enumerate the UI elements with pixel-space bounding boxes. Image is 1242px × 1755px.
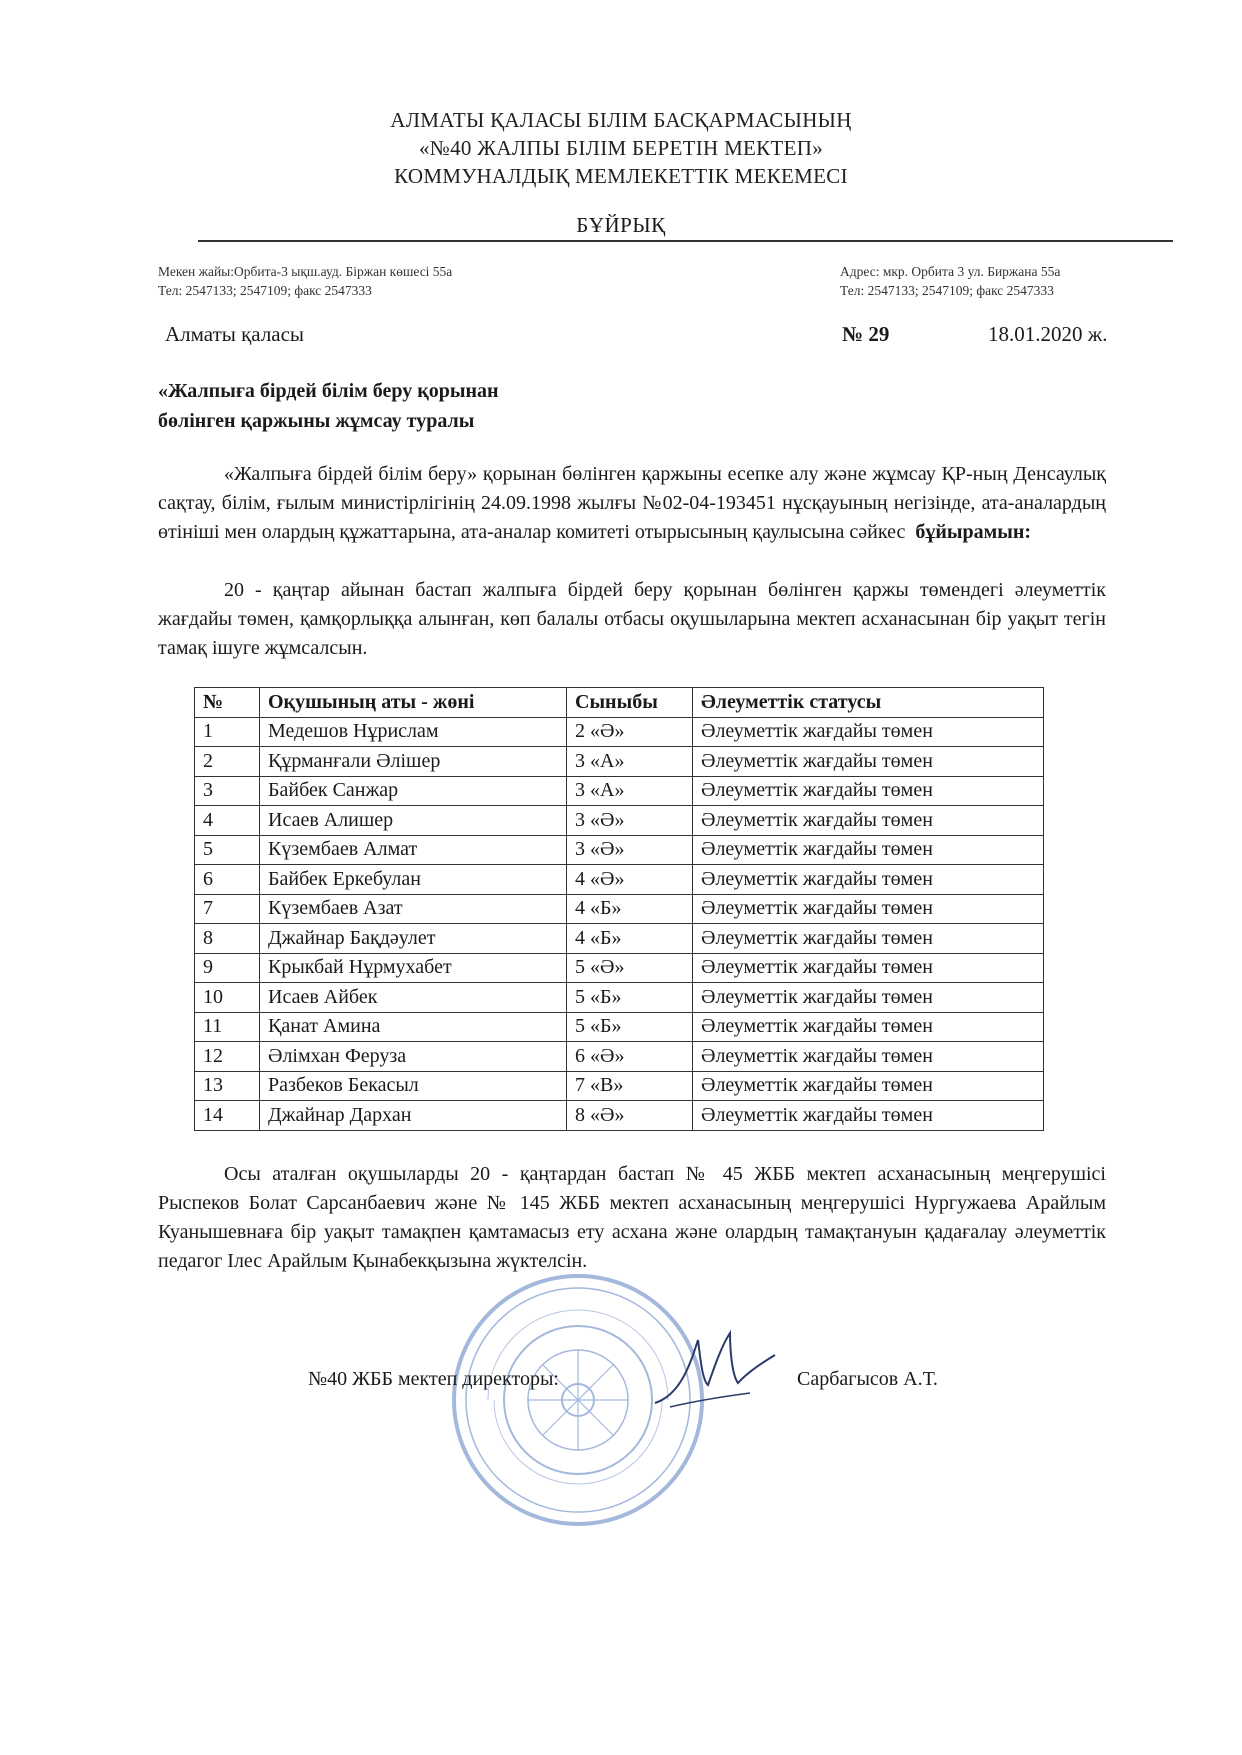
cell-status: Әлеуметтік жағдайы төмен	[693, 747, 1044, 777]
cell-student-name: Исаев Алишер	[260, 806, 567, 836]
table-row	[195, 924, 1044, 954]
cell-number: 6	[195, 865, 260, 895]
cell-number: 7	[195, 894, 260, 924]
cell-student-name: Джайнар Дархан	[260, 1101, 567, 1131]
column-header-class: Сыныбы	[567, 688, 693, 718]
table-row	[195, 717, 1044, 747]
header-divider	[198, 240, 1173, 242]
table-row	[195, 1101, 1044, 1131]
cell-status: Әлеуметтік жағдайы төмен	[693, 983, 1044, 1013]
org-header-line3: КОММУНАЛДЫҚ МЕМЛЕКЕТТІК МЕКЕМЕСІ	[394, 164, 848, 188]
cell-status: Әлеуметтік жағдайы төмен	[693, 894, 1044, 924]
cell-status: Әлеуметтік жағдайы төмен	[693, 1101, 1044, 1131]
cell-number: 8	[195, 924, 260, 954]
cell-student-name: Крыкбай Нұрмухабет	[260, 953, 567, 983]
subject-line2: бөлінген қаржыны жұмсау туралы	[158, 410, 475, 432]
signatory-name: Сарбагысов А.Т.	[797, 1368, 938, 1390]
students-table	[194, 687, 1044, 1131]
document-subject	[158, 376, 499, 436]
cell-class: 4 «Ә»	[567, 865, 693, 895]
paragraph-basis	[158, 460, 1106, 547]
table-row	[195, 806, 1044, 836]
cell-student-name: Разбеков Бекасыл	[260, 1071, 567, 1101]
table-row	[195, 1012, 1044, 1042]
table-row	[195, 835, 1044, 865]
column-header-status: Әлеуметтік статусы	[693, 688, 1044, 718]
org-header-line1: АЛМАТЫ ҚАЛАСЫ БІЛІМ БАСҚАРМАСЫНЫҢ	[390, 108, 852, 132]
cell-status: Әлеуметтік жағдайы төмен	[693, 924, 1044, 954]
cell-number: 9	[195, 953, 260, 983]
paragraph-assignment: Осы аталған оқушыларды 20 - қаңтардан бастап № 45 ЖББ мектеп асханасының меңгерушісі Рыспеков Болат Сарсанбаевич және № 145 ЖББ мектеп асханасының меңгерушісі Нургужаева Арайлым Куанышевнаға бір уақыт тамақпен қамтамасыз ету асхана және олардың тамақтануын қадағалау әлеуметтік педагог Ілес Арайлым Қынабекқызына жүктелсін.	[158, 1163, 1106, 1272]
cell-number: 12	[195, 1042, 260, 1072]
address-russian-line1: Адрес: мкр. Орбита 3 ул. Биржана 55а	[840, 264, 1061, 279]
cell-student-name: Күзембаев Алмат	[260, 835, 567, 865]
subject-line1: «Жалпыға бірдей білім беру қорынан	[158, 380, 499, 402]
cell-number: 1	[195, 717, 260, 747]
cell-class: 7 «В»	[567, 1071, 693, 1101]
cell-student-name: Медешов Нұрислам	[260, 717, 567, 747]
cell-status: Әлеуметтік жағдайы төмен	[693, 1012, 1044, 1042]
document-city: Алматы қаласы	[165, 322, 305, 346]
cell-class: 5 «Б»	[567, 983, 693, 1013]
cell-status: Әлеуметтік жағдайы төмен	[693, 776, 1044, 806]
cell-number: 10	[195, 983, 260, 1013]
order-keyword: бұйырамын:	[915, 521, 1032, 543]
cell-class: 3 «А»	[567, 747, 693, 777]
cell-student-name: Джайнар Бақдәулет	[260, 924, 567, 954]
cell-student-name: Әлімхан Феруза	[260, 1042, 567, 1072]
cell-status: Әлеуметтік жағдайы төмен	[693, 717, 1044, 747]
signatory-role: №40 ЖББ мектеп директоры:	[308, 1368, 559, 1390]
table-row	[195, 1071, 1044, 1101]
table-body	[195, 717, 1044, 1130]
table-row	[195, 776, 1044, 806]
address-kazakh	[158, 262, 452, 300]
cell-class: 3 «А»	[567, 776, 693, 806]
table-row	[195, 953, 1044, 983]
cell-class: 5 «Ә»	[567, 953, 693, 983]
table-row	[195, 894, 1044, 924]
cell-student-name: Исаев Айбек	[260, 983, 567, 1013]
cell-student-name: Күзембаев Азат	[260, 894, 567, 924]
address-kazakh-line1: Мекен жайы:Орбита-3 ықш.ауд. Біржан көшесі 55а	[158, 264, 453, 279]
address-russian	[840, 262, 1060, 300]
table-header-row	[195, 688, 1044, 718]
document-number: № 29	[842, 322, 890, 346]
cell-status: Әлеуметтік жағдайы төмен	[693, 1071, 1044, 1101]
cell-status: Әлеуметтік жағдайы төмен	[693, 1042, 1044, 1072]
cell-status: Әлеуметтік жағдайы төмен	[693, 806, 1044, 836]
cell-number: 11	[195, 1012, 260, 1042]
cell-student-name: Байбек Еркебулан	[260, 865, 567, 895]
cell-class: 3 «Ә»	[567, 835, 693, 865]
table-row	[195, 747, 1044, 777]
cell-class: 3 «Ә»	[567, 806, 693, 836]
address-kazakh-line2: Тел: 2547133; 2547109; факс 2547333	[158, 283, 372, 298]
cell-status: Әлеуметтік жағдайы төмен	[693, 953, 1044, 983]
document-date: 18.01.2020 ж.	[988, 322, 1108, 346]
signature-icon	[650, 1325, 780, 1415]
cell-class: 6 «Ә»	[567, 1042, 693, 1072]
column-header-number: №	[195, 688, 260, 718]
table-row	[195, 1042, 1044, 1072]
table-row	[195, 983, 1044, 1013]
cell-number: 2	[195, 747, 260, 777]
paragraph-basis-text: «Жалпыға бірдей білім беру» қорынан бөлінген қаржыны есепке алу және жұмсау ҚР-ның Денсаулық сақтау, білім, ғылым министірлігінің 24.09.1998 жылғы №02-04-193451 нұсқауының негізінде, ата-аналардың өтініші мен олардың құжаттарына, ата-аналар комитеті отырысының қаулысына сәйкес	[158, 463, 1106, 543]
cell-class: 4 «Б»	[567, 924, 693, 954]
cell-class: 4 «Б»	[567, 894, 693, 924]
cell-class: 5 «Б»	[567, 1012, 693, 1042]
cell-status: Әлеуметтік жағдайы төмен	[693, 835, 1044, 865]
address-russian-line2: Тел: 2547133; 2547109; факс 2547333	[840, 283, 1054, 298]
cell-number: 4	[195, 806, 260, 836]
cell-student-name: Байбек Санжар	[260, 776, 567, 806]
cell-number: 14	[195, 1101, 260, 1131]
document-type-title: БҰЙРЫҚ	[576, 213, 666, 237]
cell-student-name: Қанат Амина	[260, 1012, 567, 1042]
org-header-line2: «№40 ЖАЛПЫ БІЛІМ БЕРЕТІН МЕКТЕП»	[418, 136, 823, 160]
paragraph-order: 20 - қаңтар айынан бастап жалпыға бірдей беру қорынан бөлінген қаржы төмендегі әлеуметтік жағдайы төмен, қамқорлыққа алынған, көп балалы отбасы оқушыларына мектеп асханасынан бір уақыт тегін тамақ ішуге жұмсалсын.	[158, 579, 1106, 659]
cell-number: 5	[195, 835, 260, 865]
table-row	[195, 865, 1044, 895]
cell-status: Әлеуметтік жағдайы төмен	[693, 865, 1044, 895]
cell-number: 13	[195, 1071, 260, 1101]
cell-class: 8 «Ә»	[567, 1101, 693, 1131]
cell-student-name: Құрманғали Әлішер	[260, 747, 567, 777]
column-header-name: Оқушының аты - жөні	[260, 688, 567, 718]
cell-class: 2 «Ә»	[567, 717, 693, 747]
cell-number: 3	[195, 776, 260, 806]
